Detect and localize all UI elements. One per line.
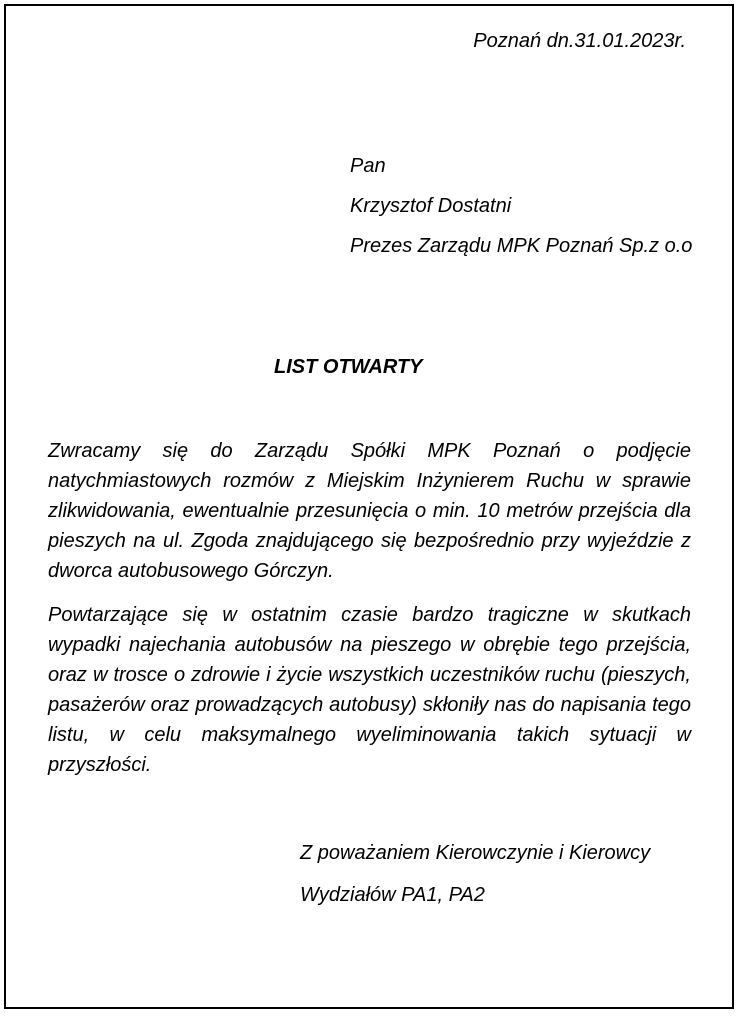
paragraph-request: Zwracamy się do Zarządu Spółki MPK Poznań o podjęcie natychmiastowych rozmów z Miejskim Inżynierem Ruchu w sprawie zlikwidowania, ewentualnie przesunięcia o min. 10 metrów przejścia dla pieszych na ul. Zgoda znajdującego się bezpośrednio przy wyjeździe z dworca autobusowego Górczyn. <box>48 440 691 582</box>
addressee-block <box>350 146 692 266</box>
place-date: Poznań dn.31.01.2023r. <box>473 30 686 52</box>
letter-page <box>4 4 734 1009</box>
addressee-salutation: Pan <box>350 155 386 177</box>
closing-departments: Wydziałów PA1, PA2 <box>300 884 485 906</box>
closing-regards: Z poważaniem Kierowczynie i Kierowcy <box>300 842 651 864</box>
addressee-name: Krzysztof Dostatni <box>350 195 512 217</box>
letter-title: LIST OTWARTY <box>274 356 423 378</box>
addressee-position: Prezes Zarządu MPK Poznań Sp.z o.o <box>350 235 693 257</box>
closing-block <box>300 832 650 916</box>
paragraph-justification: Powtarzające się w ostatnim czasie bardzo tragiczne w skutkach wypadki najechania autobusów na pieszego w obrębie tego przejścia, oraz w trosce o zdrowie i życie wszystkich uczestników ruchu (pieszych, pasażerów oraz prowadzących autobusy) skłoniły nas do napisania tego listu, w celu maksymalnego wyeliminowania takich sytuacji w przyszłości. <box>48 604 691 776</box>
